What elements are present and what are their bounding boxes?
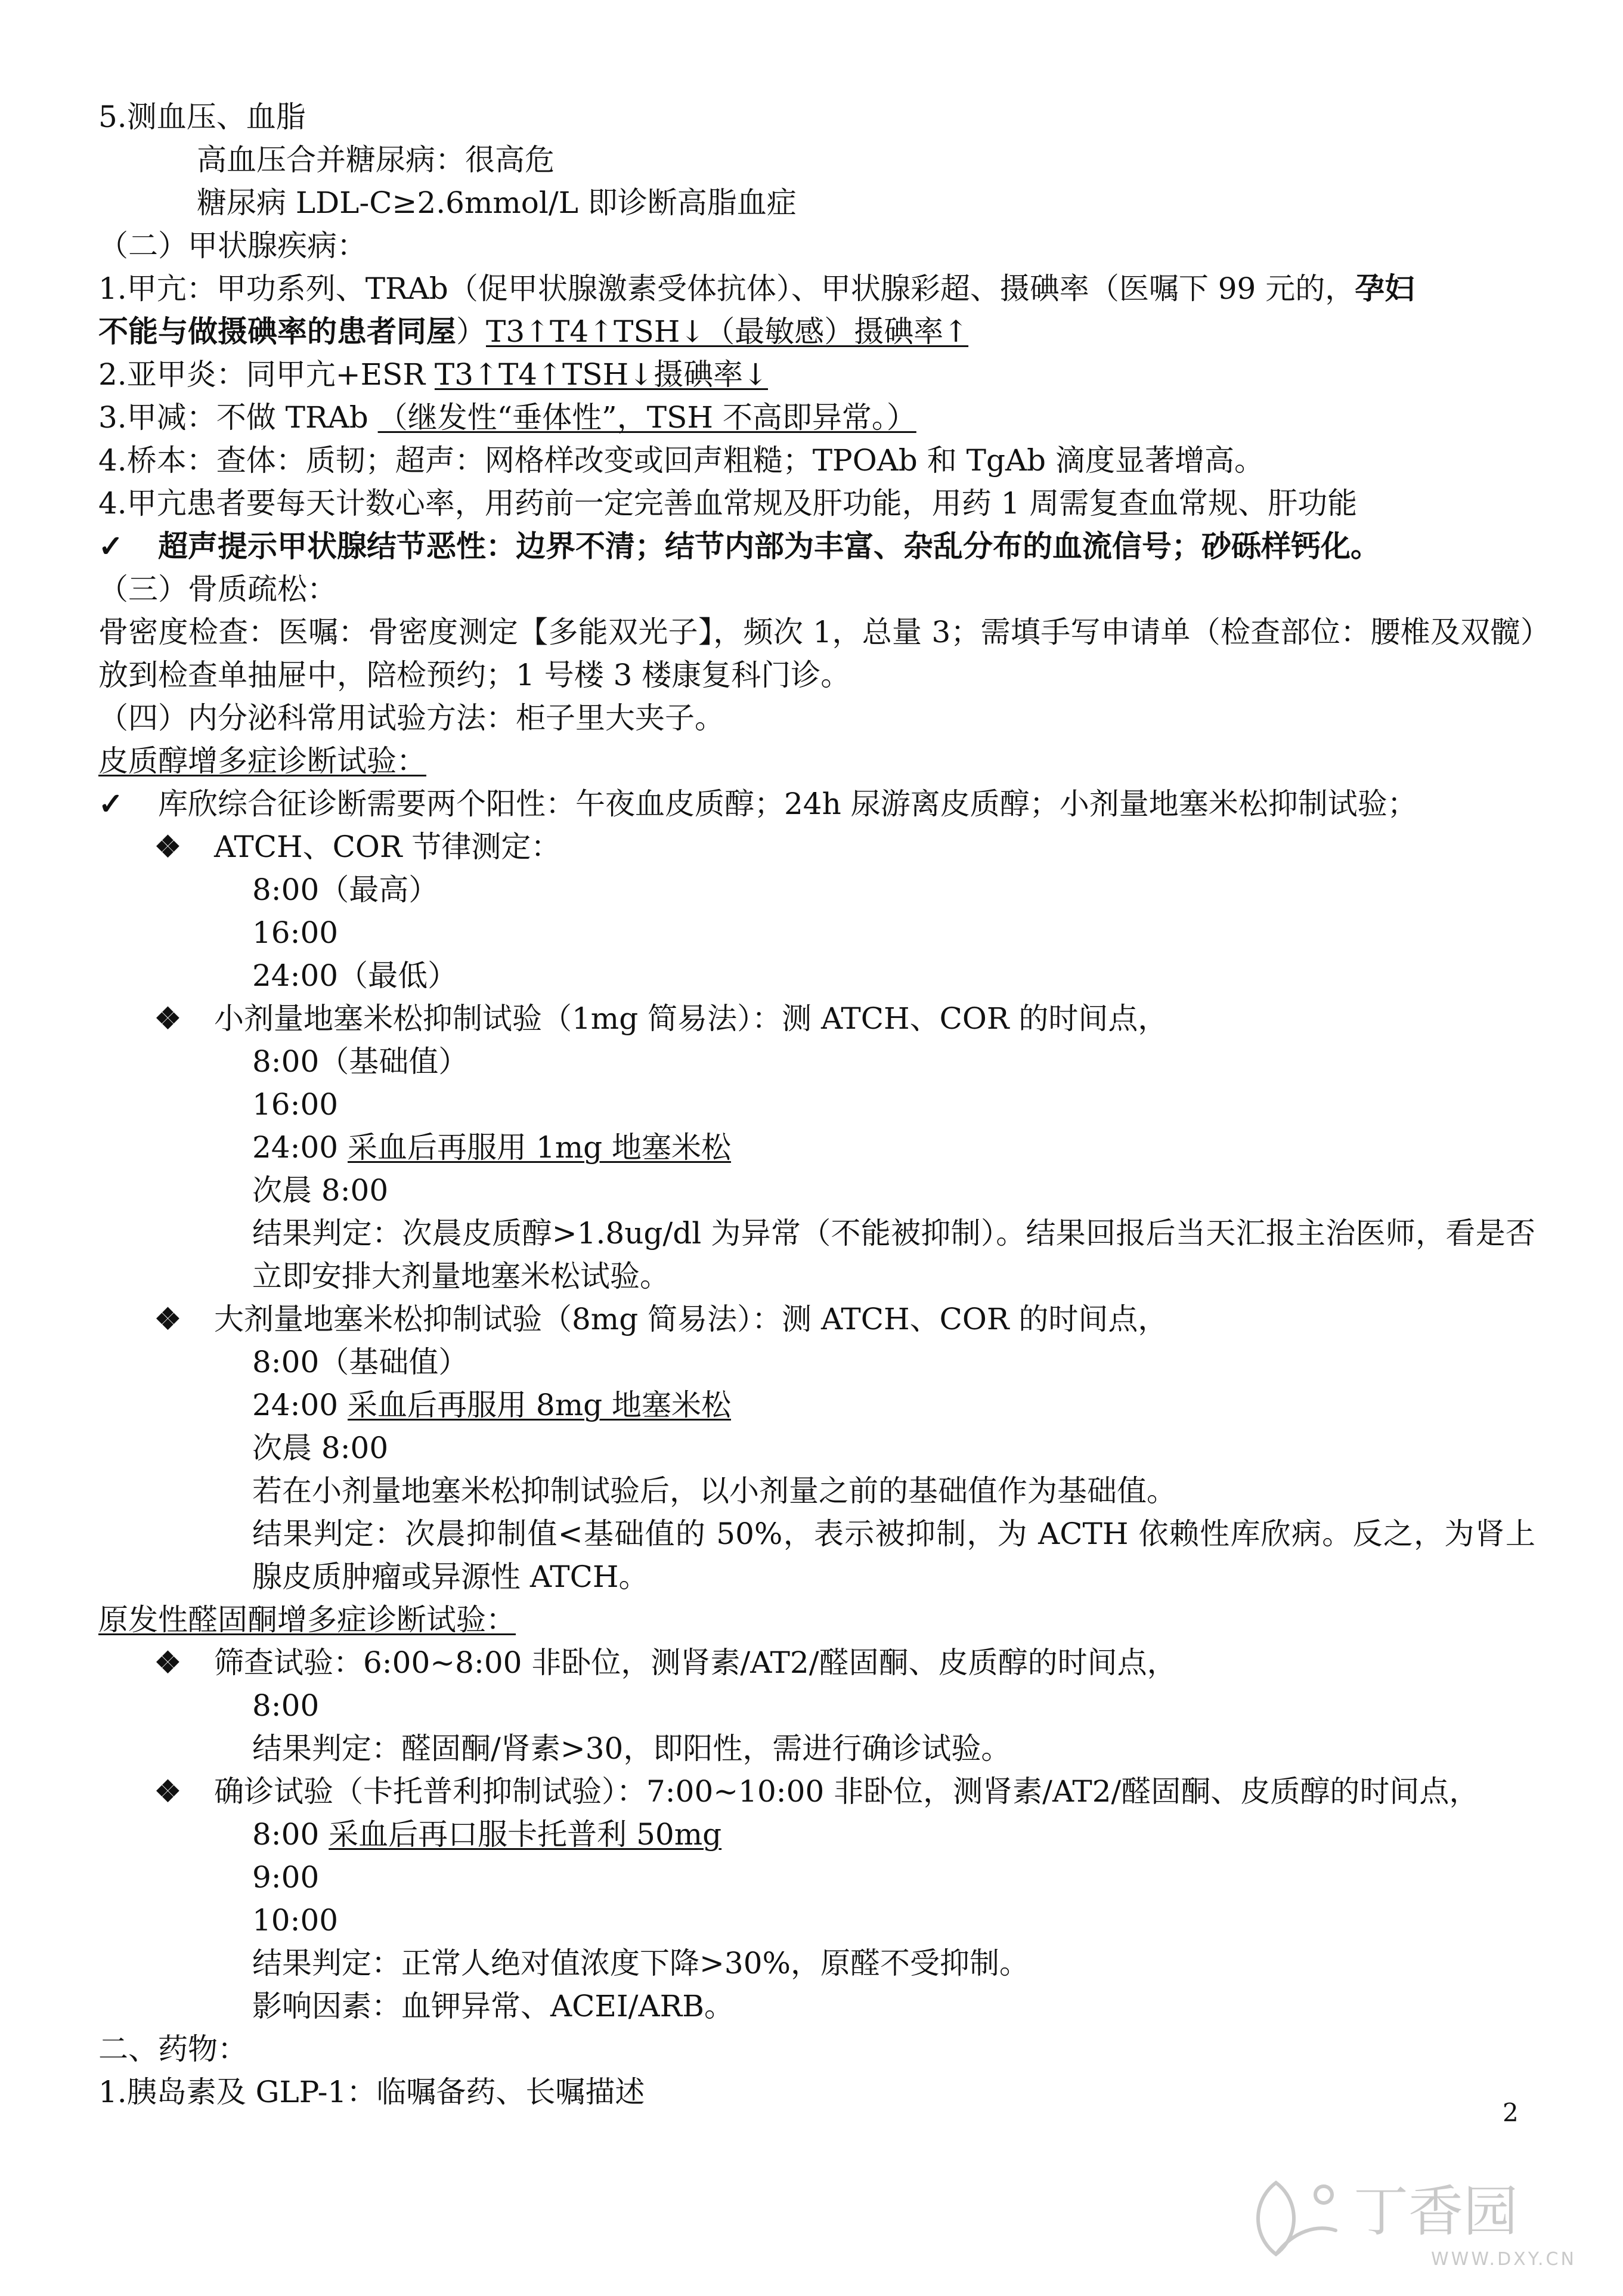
underlined-text: T3↑T4↑TSH↓摄碘率↓ (434, 357, 769, 392)
section-heading-tests: （四）内分泌科常用试验方法：柜子里大夹子。 (98, 701, 724, 735)
text-span: ） (456, 314, 486, 349)
watermark-url: WWW.DXY.CN (1431, 2249, 1576, 2270)
diamond-item (98, 825, 1535, 868)
text-span: 大剂量地塞米松抑制试验（8mg 简易法）：测 ATCH、COR 的时间点， (214, 1302, 1168, 1336)
underlined-heading: 原发性醛固酮增多症诊断试验： (98, 1602, 516, 1637)
hashimoto-line: 4.桥本：查体：质韧；超声：网格样改变或回声粗糙；TPOAb 和 TgAb 滴度显著增高。 (98, 443, 1264, 478)
watermark-brand: 丁香园 (1353, 2180, 1519, 2244)
text-span: 小剂量地塞米松抑制试验（1mg 简易法）：测 ATCH、COR 的时间点， (214, 1001, 1168, 1036)
hyperthyroid-line (98, 267, 1535, 310)
text-line: 9:00 (252, 1860, 320, 1895)
diamond-item (98, 1641, 1535, 1684)
text-line (98, 1384, 1535, 1427)
text-line: 高血压合并糖尿病：很高危 (197, 143, 555, 177)
text-line: 次晨 8:00 (252, 1431, 389, 1465)
underlined-text: 采血后再服用 1mg 地塞米松 (348, 1130, 732, 1165)
check-icon: ✓ (98, 528, 123, 564)
underlined-text: 采血后再服用 8mg 地塞米松 (348, 1388, 732, 1422)
text-span: 筛查试验：6:00~8:00 非卧位，测肾素/AT2/醛固酮、皮质醇的时间点， (214, 1645, 1177, 1680)
diamond-bullet-icon: ❖ (154, 1001, 181, 1036)
diamond-bullet-icon: ❖ (154, 1301, 181, 1336)
check-icon: ✓ (98, 786, 123, 821)
diamond-bullet-icon: ❖ (154, 1645, 181, 1680)
checked-item (98, 525, 1535, 568)
checked-item (98, 782, 1535, 825)
bold-text: 超声提示甲状腺结节恶性：边界不清；结节内部为丰富、杂乱分布的血流信号；砂砾样钙化。 (158, 528, 1380, 564)
diamond-item (98, 997, 1535, 1040)
text-span: 24:00 (252, 1388, 348, 1422)
text-line: 糖尿病 LDL-C≥2.6mmol/L 即诊断高脂血症 (197, 185, 797, 220)
text-line: 24:00（最低） (252, 958, 458, 993)
text-line: 16:00 (252, 915, 339, 950)
hyperthyroid-line-cont (98, 310, 1535, 353)
subheading-aldosteronism (98, 1598, 1535, 1641)
text-span: 1.甲亢：甲功系列、TRAb（促甲状腺激素受体抗体）、甲状腺彩超、摄碘率（医嘱下 99 元的， (98, 271, 1355, 306)
result-paragraph: 结果判定：次晨抑制值<基础值的 50%，表示被抑制，为 ACTH 依赖性库欣病。反之，为肾上腺皮质肿瘤或异源性 ATCH。 (252, 1517, 1535, 1594)
diamond-item (98, 1770, 1535, 1813)
text-line: 8:00（基础值） (252, 1345, 469, 1379)
underlined-heading: 皮质醇增多症诊断试验： (98, 744, 426, 778)
text-line: 8:00（最高） (252, 872, 439, 907)
diamond-bullet-icon: ❖ (154, 1774, 181, 1809)
text-line: 10:00 (252, 1903, 339, 1938)
text-line: 结果判定：正常人绝对值浓度下降>30%，原醛不受抑制。 (252, 1946, 1030, 1981)
text-span: 库欣综合征诊断需要两个阳性：午夜血皮质醇；24h 尿游离皮质醇；小剂量地塞米松抑制试验； (158, 787, 1417, 821)
underlined-text: T3↑T4↑TSH↓（最敏感）摄碘率↑ (486, 314, 969, 349)
text-span: 8:00 (252, 1817, 329, 1852)
section-heading-osteoporosis: （三）骨质疏松： (98, 572, 337, 607)
text-line (98, 1813, 1535, 1856)
section-heading-thyroid: （二）甲状腺疾病： (98, 228, 367, 263)
text-span: 确诊试验（卡托普利抑制试验）：7:00~10:00 非卧位，测肾素/AT2/醛固酮、皮质醇的时间点， (214, 1774, 1479, 1809)
diamond-bullet-icon: ❖ (154, 829, 181, 864)
text-span: ATCH、COR 节律测定： (214, 830, 561, 864)
text-line (98, 1126, 1535, 1169)
section-heading-drugs: 二、药物： (98, 2032, 247, 2066)
subheading-cortisol (98, 739, 1535, 782)
page-body (98, 95, 1535, 2114)
text-line: 8:00（基础值） (252, 1044, 469, 1079)
underlined-text: （继发性“垂体性”，TSH 不高即异常。） (377, 400, 916, 435)
underlined-text: 采血后再口服卡托普利 50mg (329, 1817, 722, 1852)
text-span: 24:00 (252, 1130, 348, 1165)
heading-blood-pressure-lipids: 5.测血压、血脂 (98, 100, 306, 134)
text-line: 影响因素：血钾异常、ACEI/ARB。 (252, 1989, 734, 2023)
text-line: 结果判定：醛固酮/肾素>30，即阳性，需进行确诊试验。 (252, 1731, 1011, 1766)
paragraph-bone-density: 骨密度检查：医嘱：骨密度测定【多能双光子】，频次 1，总量 3；需填手写申请单（检查部位：腰椎及双髋）放到检查单抽屉中，陪检预约；1 号楼 3 楼康复科门诊。 (98, 615, 1535, 692)
text-line: 次晨 8:00 (252, 1173, 389, 1208)
text-line: 4.甲亢患者要每天计数心率，用药前一定完善血常规及肝功能，用药 1 周需复查血常规、肝功能 (98, 486, 1358, 521)
dxy-watermark-logo (1234, 2159, 1592, 2278)
diamond-item (98, 1298, 1535, 1341)
text-span: 2.亚甲炎：同甲亢+ESR (98, 357, 435, 392)
text-line: 8:00 (252, 1688, 320, 1723)
page-number: 2 (1503, 2098, 1519, 2127)
text-line: 16:00 (252, 1087, 339, 1122)
text-line: 若在小剂量地塞米松抑制试验后，以小剂量之前的基础值作为基础值。 (252, 1474, 1176, 1508)
hypothyroid-line (98, 396, 1535, 439)
result-paragraph: 结果判定：次晨皮质醇>1.8ug/dl 为异常（不能被抑制）。结果回报后当天汇报主治医师，看是否立即安排大剂量地塞米松试验。 (252, 1216, 1535, 1294)
bold-text: 不能与做摄碘率的患者同屋 (98, 314, 456, 349)
subacute-thyroiditis-line (98, 353, 1535, 396)
bold-text: 孕妇 (1355, 271, 1415, 306)
text-span: 3.甲减：不做 TRAb (98, 400, 378, 435)
text-line: 1.胰岛素及 GLP-1：临嘱备药、长嘱描述 (98, 2075, 645, 2109)
